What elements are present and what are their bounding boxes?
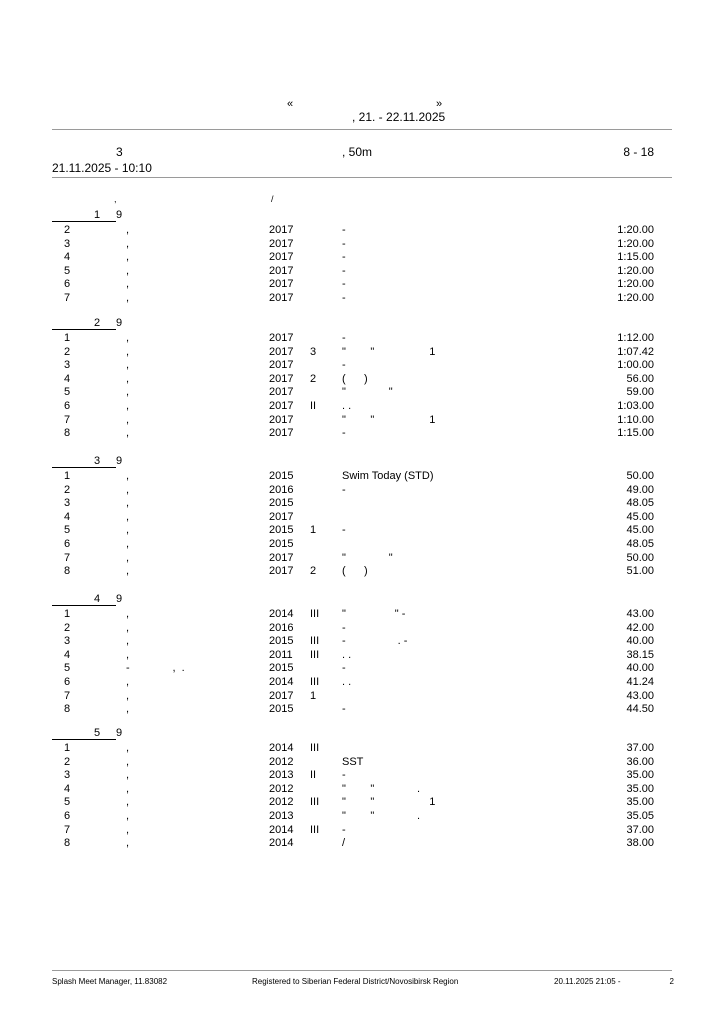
club-name: " " 1 [342,414,436,426]
lane-number: 4 [64,373,71,385]
swimmer-name: , [126,565,130,577]
entry-time: 43.00 [626,690,654,702]
club-name: - [342,265,346,277]
heat-number: 4 [94,593,101,605]
swimmer-name: , [126,224,130,236]
lane-number: 8 [64,565,71,577]
club-name: - [342,524,346,536]
birth-year: 2015 [269,470,294,482]
heat-suffix: 9 [116,209,123,221]
lane-number: 8 [64,427,71,439]
heat-number: 1 [94,209,101,221]
birth-year: 2015 [269,635,294,647]
swimmer-rank: II [310,400,317,412]
lane-number: 5 [64,386,71,398]
swimmer-name: , [126,622,130,634]
heat-number: 5 [94,727,101,739]
header-divider [52,129,672,130]
lane-number: 7 [64,690,71,702]
entry-time: 43.00 [626,608,654,620]
club-name: / [342,837,346,849]
swimmer-name: , [126,608,130,620]
club-name: - [342,292,346,304]
lane-number: 1 [64,332,71,344]
entry-time: 1:10.00 [617,414,654,426]
club-name: " " - [342,608,406,620]
heat-underline [52,467,116,468]
birth-year: 2012 [269,796,294,808]
swimmer-name: , [126,703,130,715]
birth-year: 2015 [269,524,294,536]
heat-underline [52,329,116,330]
lane-number: 7 [64,824,71,836]
footer-page: 2 [669,977,674,986]
club-name: " " 1 [342,346,436,358]
swimmer-name: , [126,292,130,304]
club-name: SST [342,756,364,768]
meet-dates: , 21. - 22.11.2025 [352,110,446,124]
swimmer-rank: III [310,608,320,620]
swimmer-name: , [126,837,130,849]
birth-year: 2015 [269,662,294,674]
birth-year: 2017 [269,511,294,523]
entry-time: 45.00 [626,511,654,523]
footer-printed: 20.11.2025 21:05 - [554,977,621,986]
lane-number: 4 [64,649,71,661]
title-quote-right: » [436,98,443,110]
heat-underline [52,605,116,606]
event-number: 3 [116,145,123,159]
entry-time: 1:12.00 [617,332,654,344]
birth-year: 2017 [269,332,294,344]
column-header-slash: / [271,194,274,204]
swimmer-name: , [126,346,130,358]
lane-number: 1 [64,608,71,620]
entry-time: 1:20.00 [617,224,654,236]
birth-year: 2016 [269,484,294,496]
birth-year: 2012 [269,783,294,795]
birth-year: 2017 [269,346,294,358]
swimmer-name: , [126,251,130,263]
heat-suffix: 9 [116,727,123,739]
entry-time: 50.00 [626,552,654,564]
swimmer-name: , [126,470,130,482]
heat-suffix: 9 [116,455,123,467]
birth-year: 2016 [269,622,294,634]
event-stroke: , 50m [342,145,373,159]
club-name: " " . [342,810,421,822]
birth-year: 2017 [269,427,294,439]
birth-year: 2017 [269,278,294,290]
birth-year: 2017 [269,386,294,398]
swimmer-name: , [126,676,130,688]
lane-number: 6 [64,676,71,688]
footer-registered: Registered to Siberian Federal District/Novosibirsk Region [252,977,459,986]
swimmer-name: , [126,484,130,496]
club-name: - [342,703,346,715]
swimmer-name: , [126,511,130,523]
event-divider [52,177,672,178]
entry-time: 37.00 [626,824,654,836]
birth-year: 2017 [269,251,294,263]
lane-number: 6 [64,810,71,822]
club-name: . . [342,400,352,412]
lane-number: 4 [64,251,71,263]
entry-time: 1:15.00 [617,251,654,263]
swimmer-name: , [126,359,130,371]
swimmer-name: , [126,783,130,795]
swimmer-name: , [126,400,130,412]
club-name: . . [342,649,352,661]
entry-time: 42.00 [626,622,654,634]
club-name: Swim Today (STD) [342,470,434,482]
birth-year: 2014 [269,676,294,688]
swimmer-name: , [126,265,130,277]
birth-year: 2017 [269,552,294,564]
birth-year: 2015 [269,538,294,550]
swimmer-rank: II [310,769,317,781]
heat-suffix: 9 [116,593,123,605]
swimmer-name: , [126,386,130,398]
birth-year: 2013 [269,810,294,822]
club-name: . . [342,676,352,688]
swimmer-name: - , . [126,662,185,674]
footer-divider [52,970,672,971]
swimmer-rank: 2 [310,565,317,577]
entry-time: 44.50 [626,703,654,715]
lane-number: 3 [64,635,71,647]
swimmer-name: , [126,649,130,661]
swimmer-name: , [126,742,130,754]
lane-number: 2 [64,484,71,496]
birth-year: 2011 [269,649,293,661]
swimmer-name: , [126,796,130,808]
birth-year: 2017 [269,359,294,371]
lane-number: 8 [64,837,71,849]
heat-underline [52,221,116,222]
entry-time: 1:20.00 [617,278,654,290]
birth-year: 2014 [269,742,294,754]
swimmer-rank: III [310,649,320,661]
lane-number: 3 [64,359,71,371]
entry-time: 1:07.42 [617,346,654,358]
entry-time: 38.15 [626,649,654,661]
birth-year: 2013 [269,769,294,781]
club-name: - [342,427,346,439]
club-name: - [342,622,346,634]
entry-time: 48.05 [626,497,654,509]
club-name: - [342,359,346,371]
heat-number: 2 [94,317,101,329]
club-name: - [342,332,346,344]
birth-year: 2017 [269,565,294,577]
club-name: " " [342,552,393,564]
swimmer-name: , [126,552,130,564]
club-name: - [342,484,346,496]
lane-number: 5 [64,265,71,277]
lane-number: 6 [64,538,71,550]
swimmer-rank: 3 [310,346,317,358]
birth-year: 2017 [269,224,294,236]
entry-time: 1:20.00 [617,292,654,304]
club-name: - [342,824,346,836]
swimmer-name: , [126,538,130,550]
birth-year: 2015 [269,497,294,509]
entry-time: 40.00 [626,662,654,674]
club-name: - [342,278,346,290]
title-quote-left: « [287,98,294,110]
lane-number: 6 [64,278,71,290]
birth-year: 2017 [269,373,294,385]
swimmer-name: , [126,427,130,439]
entry-time: 36.00 [626,756,654,768]
birth-year: 2017 [269,400,294,412]
birth-year: 2014 [269,824,294,836]
lane-number: 3 [64,238,71,250]
swimmer-name: , [126,756,130,768]
entry-time: 1:00.00 [617,359,654,371]
swimmer-name: , [126,635,130,647]
swimmer-name: , [126,769,130,781]
swimmer-name: , [126,278,130,290]
lane-number: 3 [64,769,71,781]
lane-number: 6 [64,400,71,412]
heat-underline [52,739,116,740]
swimmer-rank: III [310,824,320,836]
entry-time: 41.24 [626,676,654,688]
swimmer-name: , [126,414,130,426]
club-name: - . - [342,635,408,647]
swimmer-name: , [126,524,130,536]
lane-number: 4 [64,783,71,795]
club-name: - [342,251,346,263]
entry-time: 37.00 [626,742,654,754]
club-name: - [342,662,346,674]
birth-year: 2012 [269,756,294,768]
entry-time: 38.00 [626,837,654,849]
entry-time: 35.00 [626,783,654,795]
birth-year: 2014 [269,837,294,849]
heat-suffix: 9 [116,317,123,329]
birth-year: 2017 [269,265,294,277]
lane-number: 2 [64,224,71,236]
entry-time: 35.00 [626,769,654,781]
lane-number: 7 [64,414,71,426]
lane-number: 2 [64,756,71,768]
swimmer-name: , [126,824,130,836]
club-name: - [342,224,346,236]
entry-time: 1:15.00 [617,427,654,439]
club-name: ( ) [342,565,368,577]
swimmer-rank: III [310,676,320,688]
swimmer-rank: III [310,635,320,647]
heat-number: 3 [94,455,101,467]
entry-time: 40.00 [626,635,654,647]
swimmer-name: , [126,497,130,509]
birth-year: 2017 [269,292,294,304]
swimmer-name: , [126,373,130,385]
swimmer-name: , [126,690,130,702]
entry-time: 59.00 [626,386,654,398]
lane-number: 3 [64,497,71,509]
entry-time: 51.00 [626,565,654,577]
club-name: - [342,238,346,250]
entry-time: 35.00 [626,796,654,808]
swimmer-name: , [126,238,130,250]
club-name: ( ) [342,373,368,385]
entry-time: 35.05 [626,810,654,822]
birth-year: 2017 [269,238,294,250]
lane-number: 2 [64,346,71,358]
swimmer-name: , [126,810,130,822]
swimmer-name: , [126,332,130,344]
swimmer-rank: III [310,742,320,754]
club-name: " " . [342,783,421,795]
footer-software: Splash Meet Manager, 11.83082 [52,977,168,986]
club-name: " " 1 [342,796,436,808]
lane-number: 7 [64,552,71,564]
swimmer-rank: 1 [310,524,317,536]
swimmer-rank: 1 [310,690,317,702]
entry-time: 49.00 [626,484,654,496]
lane-number: 5 [64,796,71,808]
entry-time: 1:20.00 [617,265,654,277]
entry-time: 56.00 [626,373,654,385]
entry-time: 1:20.00 [617,238,654,250]
lane-number: 1 [64,742,71,754]
entry-time: 50.00 [626,470,654,482]
lane-number: 5 [64,662,71,674]
entry-time: 1:03.00 [617,400,654,412]
lane-number: 5 [64,524,71,536]
club-name: - [342,769,346,781]
lane-number: 1 [64,470,71,482]
birth-year: 2015 [269,703,294,715]
birth-year: 2017 [269,414,294,426]
club-name: " " [342,386,393,398]
birth-year: 2014 [269,608,294,620]
birth-year: 2017 [269,690,294,702]
swimmer-rank: III [310,796,320,808]
lane-number: 8 [64,703,71,715]
event-ages: 8 - 18 [623,145,654,159]
event-datetime: 21.11.2025 - 10:10 [52,161,152,175]
lane-number: 2 [64,622,71,634]
lane-number: 4 [64,511,71,523]
lane-number: 7 [64,292,71,304]
entry-time: 45.00 [626,524,654,536]
swimmer-rank: 2 [310,373,317,385]
column-header-comma: , [114,194,117,204]
entry-time: 48.05 [626,538,654,550]
